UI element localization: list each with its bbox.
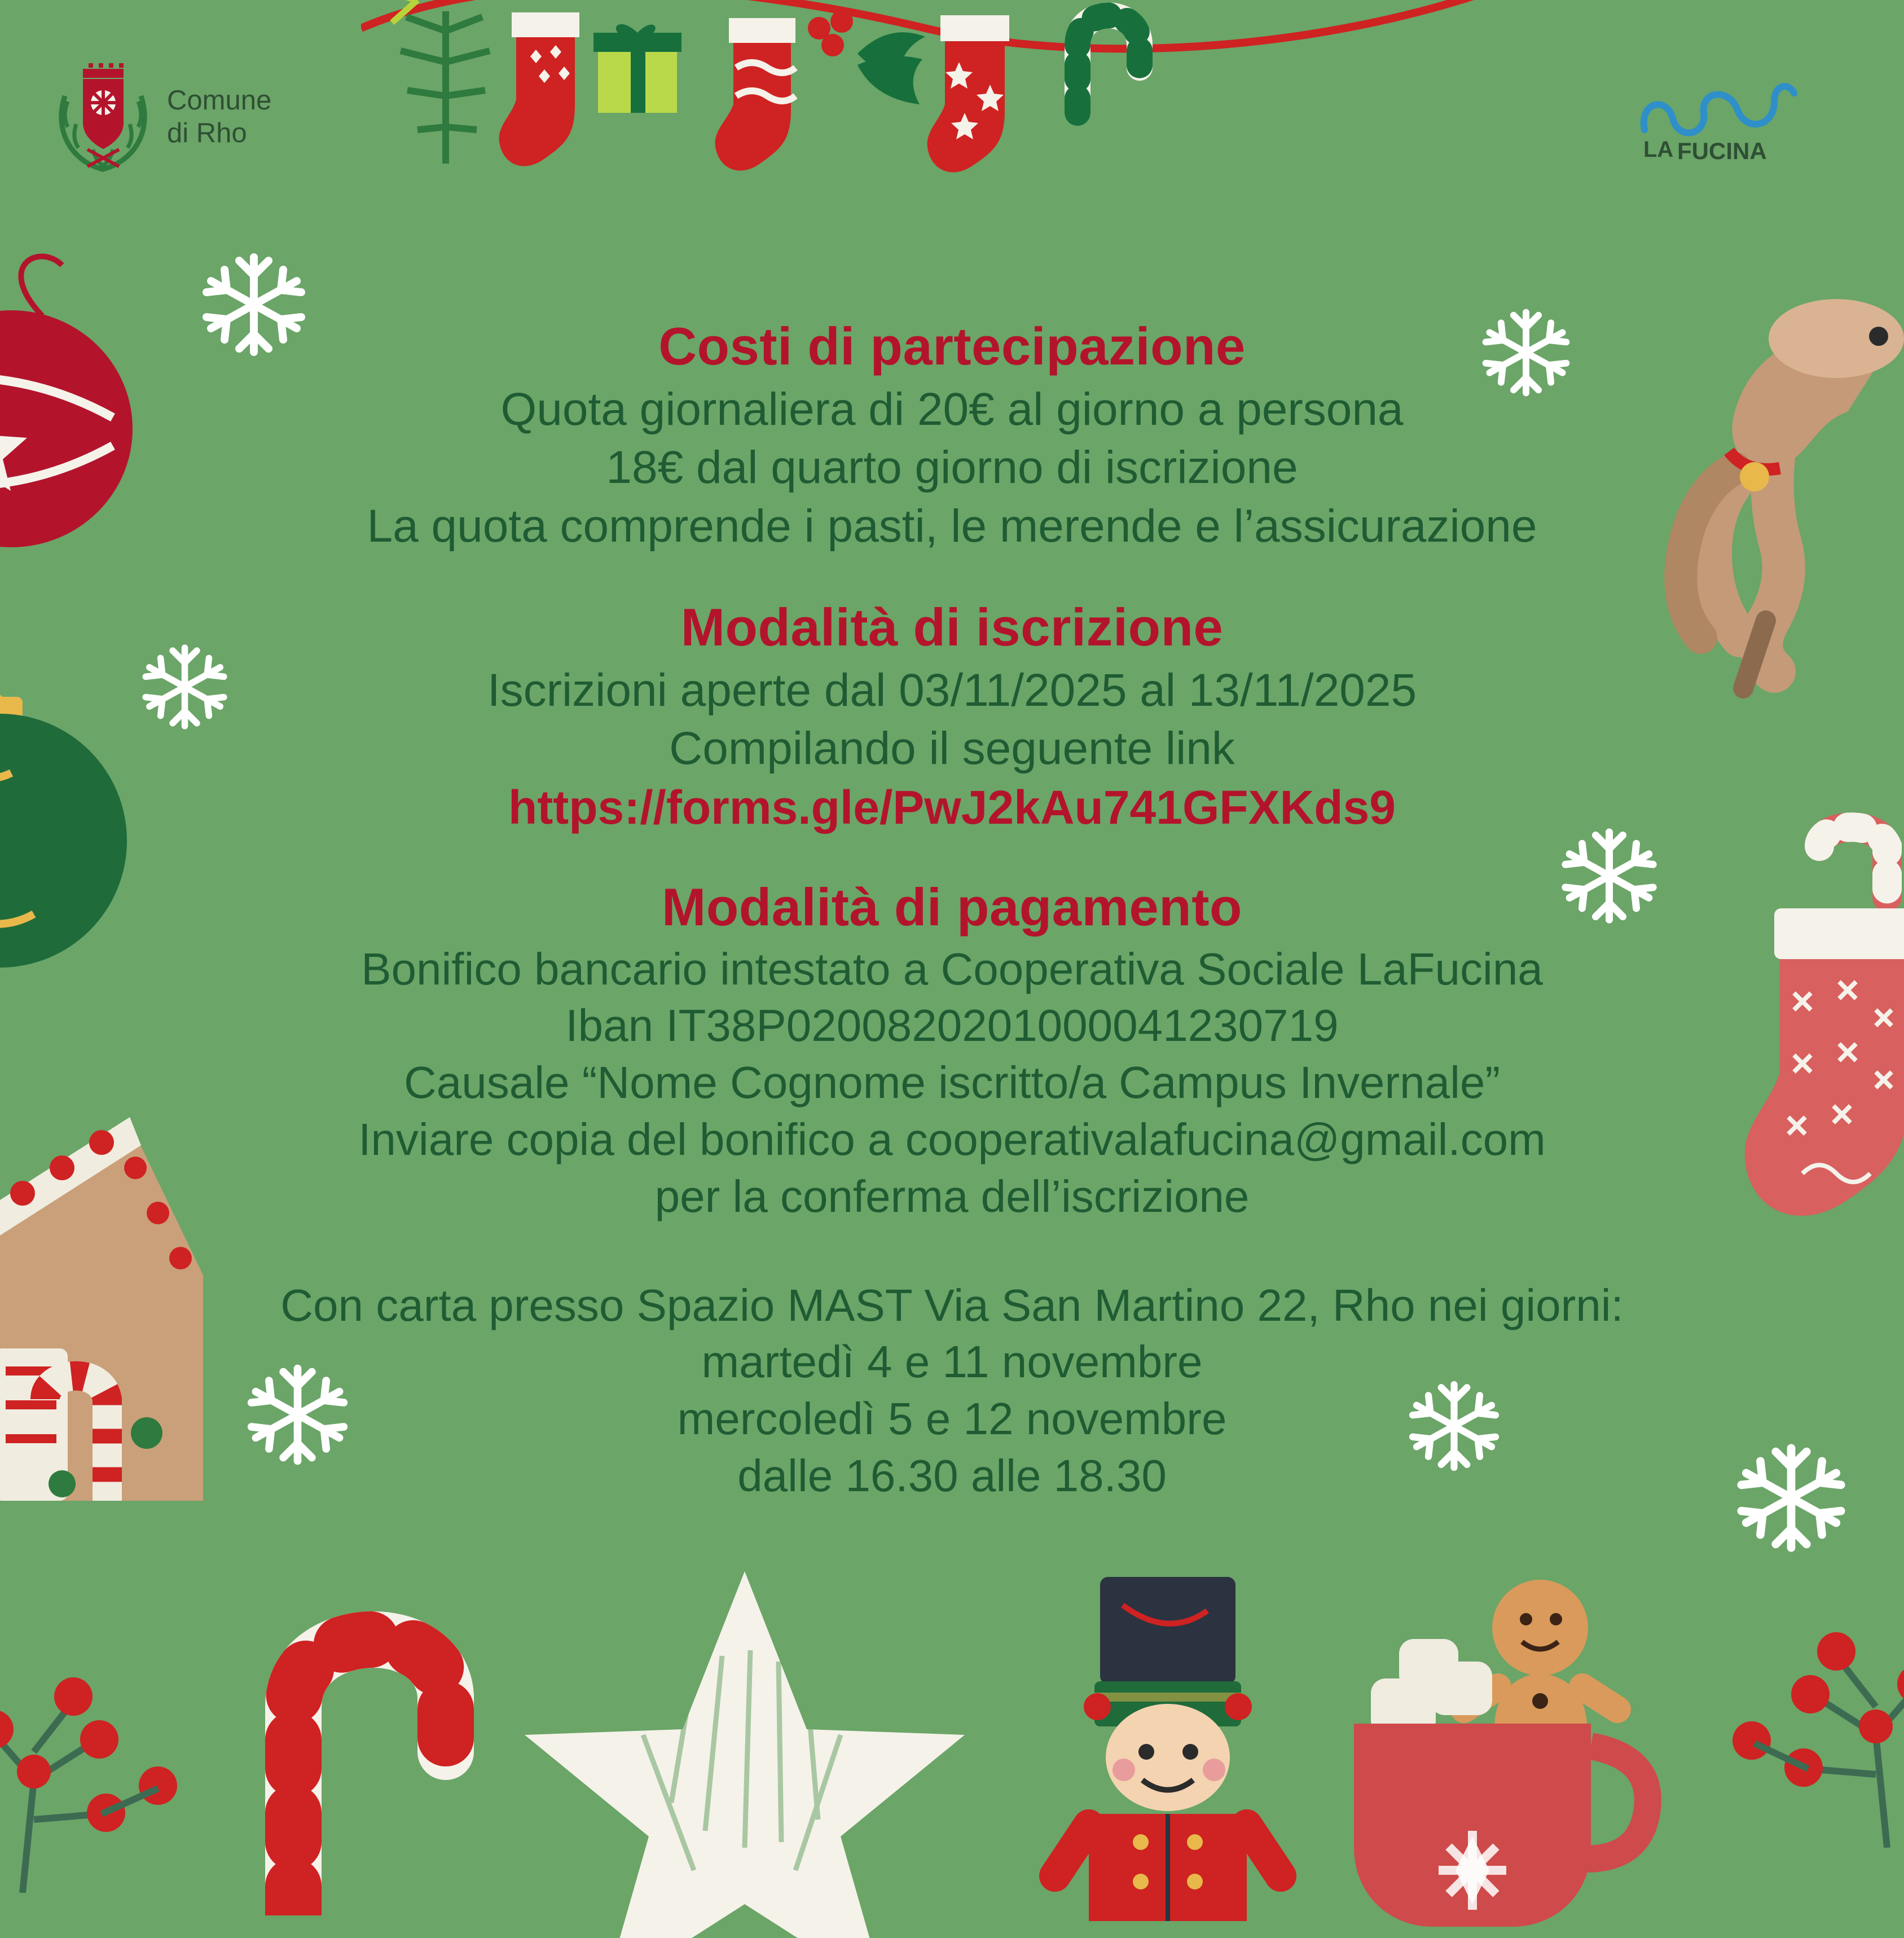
payment-line-2-iban: Iban IT38P0200820201000041230719 xyxy=(565,1000,1339,1051)
star-icon xyxy=(525,1566,965,1938)
berry-branch-icon xyxy=(1695,1611,1904,1848)
payment-line-1: Bonifico bancario intestato a Cooperativa Sociale LaFucina xyxy=(361,943,1543,994)
coat-of-arms-icon xyxy=(54,62,152,172)
christmas-stocking-icon xyxy=(499,12,579,166)
comune-di-rho-logo xyxy=(54,62,271,172)
svg-text:LA: LA xyxy=(1643,137,1674,162)
card-payment-location: Con carta presso Spazio MAST Via San Martino 22, Rho nei giorni: xyxy=(280,1280,1624,1330)
comune-line-1: Comune xyxy=(167,85,272,116)
candy-cane-icon xyxy=(226,1566,519,1915)
pine-branch-icon xyxy=(384,0,490,164)
garland-string-icon xyxy=(361,0,1546,220)
spacer xyxy=(0,555,1904,597)
card-payment-section xyxy=(0,1277,1904,1505)
payment-line-3-causale: Causale “Nome Cognome iscritto/a Campus Invernale” xyxy=(403,1057,1501,1108)
card-payment-hours: dalle 16.30 alle 18.30 xyxy=(737,1450,1167,1501)
registration-form-link[interactable]: https://forms.gle/PwJ2kAu741GFXKds9 xyxy=(508,780,1396,834)
christmas-stocking-icon xyxy=(927,15,1009,172)
comune-label xyxy=(167,85,271,150)
spacer xyxy=(0,1225,1904,1277)
costs-line-1: Quota giornaliera di 20€ al giorno a persona xyxy=(500,384,1404,435)
card-payment-day-1: martedì 4 e 11 novembre xyxy=(701,1337,1203,1387)
comune-line-2: di Rho xyxy=(167,117,247,148)
payment-line-5: per la conferma dell’iscrizione xyxy=(654,1171,1250,1221)
costs-heading: Costi di partecipazione xyxy=(658,317,1246,376)
costs-section xyxy=(0,316,1904,555)
candy-cane-icon xyxy=(1078,16,1140,113)
registration-section xyxy=(0,597,1904,835)
poster-text-content xyxy=(0,316,1904,1505)
registration-heading: Modalità di iscrizione xyxy=(680,597,1224,657)
costs-line-2: 18€ dal quarto giorno di iscrizione xyxy=(606,442,1298,494)
berry-branch-icon xyxy=(0,1650,226,1893)
hot-cocoa-mug-icon xyxy=(1298,1566,1692,1927)
christmas-stocking-icon xyxy=(715,18,795,170)
payment-line-4-email: Inviare copia del bonifico a cooperativalafucina@gmail.com xyxy=(358,1114,1546,1164)
nutcracker-icon xyxy=(993,1571,1343,1921)
costs-line-3: La quota comprende i pasti, le merende e l’assicurazione xyxy=(367,500,1537,552)
gift-box-icon xyxy=(593,24,681,113)
gingerbread-man-icon xyxy=(1464,1580,1617,1774)
registration-line-2: Compilando il seguente link xyxy=(669,723,1235,775)
la-fucina-logo xyxy=(1633,62,1802,169)
registration-line-1: Iscrizioni aperte dal 03/11/2025 al 13/11/2025 xyxy=(487,664,1417,716)
spacer xyxy=(0,835,1904,877)
svg-text:FUCINA: FUCINA xyxy=(1677,138,1767,164)
payment-section xyxy=(0,877,1904,1225)
payment-heading: Modalità di pagamento xyxy=(662,877,1242,937)
card-payment-day-2: mercoledì 5 e 12 novembre xyxy=(677,1394,1227,1444)
holly-icon xyxy=(808,10,925,104)
